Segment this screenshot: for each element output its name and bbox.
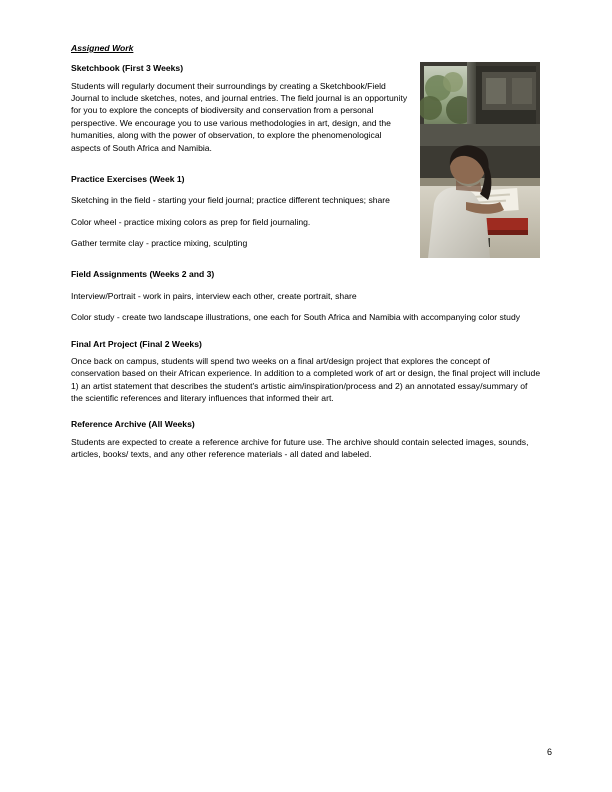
student-sketching-photo	[420, 62, 540, 258]
section-sketchbook	[71, 63, 411, 154]
section-field-assignments	[71, 269, 541, 323]
section-heading-field-assignments: Field Assignments (Weeks 2 and 3)	[71, 269, 215, 280]
section-practice-exercises	[71, 174, 411, 249]
section-paragraph-reference-archive: Students are expected to create a reference archive for future use. The archive should contain selected images, sounds, articles, books/ texts, and any other reference materials - all dated and labeled.	[71, 436, 529, 460]
practice-exercise-item-1: Sketching in the field - starting your field journal; practice different techniques; share	[71, 195, 390, 206]
section-assigned-work	[71, 43, 541, 54]
field-assignment-item-1: Interview/Portrait - work in pairs, interview each other, create portrait, share	[71, 290, 357, 301]
section-heading-practice-exercises: Practice Exercises (Week 1)	[71, 173, 185, 184]
section-final-art-project	[71, 339, 541, 405]
section-reference-archive	[71, 419, 541, 460]
section-heading-final-art-project: Final Art Project (Final 2 Weeks)	[71, 338, 202, 349]
section-paragraph-final-art-project: Once back on campus, students will spend two weeks on a final art/design project that explores the concept of conservation based on their African experience. In addition to a completed work of art or design, the final project will include 1) an artist statement that describes the student's artistic aim/inspiration/process and 2) an annotated essay/summary of the scientific references and literary influences that informed their art.	[71, 355, 541, 403]
section-heading-reference-archive: Reference Archive (All Weeks)	[71, 419, 195, 430]
page-number: 6	[546, 747, 552, 757]
practice-exercise-item-2: Color wheel - practice mixing colors as prep for field journaling.	[71, 216, 311, 227]
practice-exercise-item-3: Gather termite clay - practice mixing, sculpting	[71, 238, 248, 249]
photo-illustration	[420, 62, 540, 258]
field-assignment-item-2: Color study - create two landscape illustrations, one each for South Africa and Namibia with accompanying color study	[71, 312, 521, 323]
section-heading-sketchbook: Sketchbook (First 3 Weeks)	[71, 63, 184, 74]
section-heading-assigned-work: Assigned Work	[71, 43, 134, 53]
section-paragraph-sketchbook: Students will regularly document their surroundings by creating a Sketchbook/Field Journal to include sketches, notes, and journal entries. The field journal is an opportunity for you to explore the concepts of biodiversity and conservation from a personal perspective. We encourage you to use various methodologies in art, design, and the humanities, along with the power of observation, to explore the phenomenological aspects of South Africa and Namibia.	[71, 80, 408, 153]
